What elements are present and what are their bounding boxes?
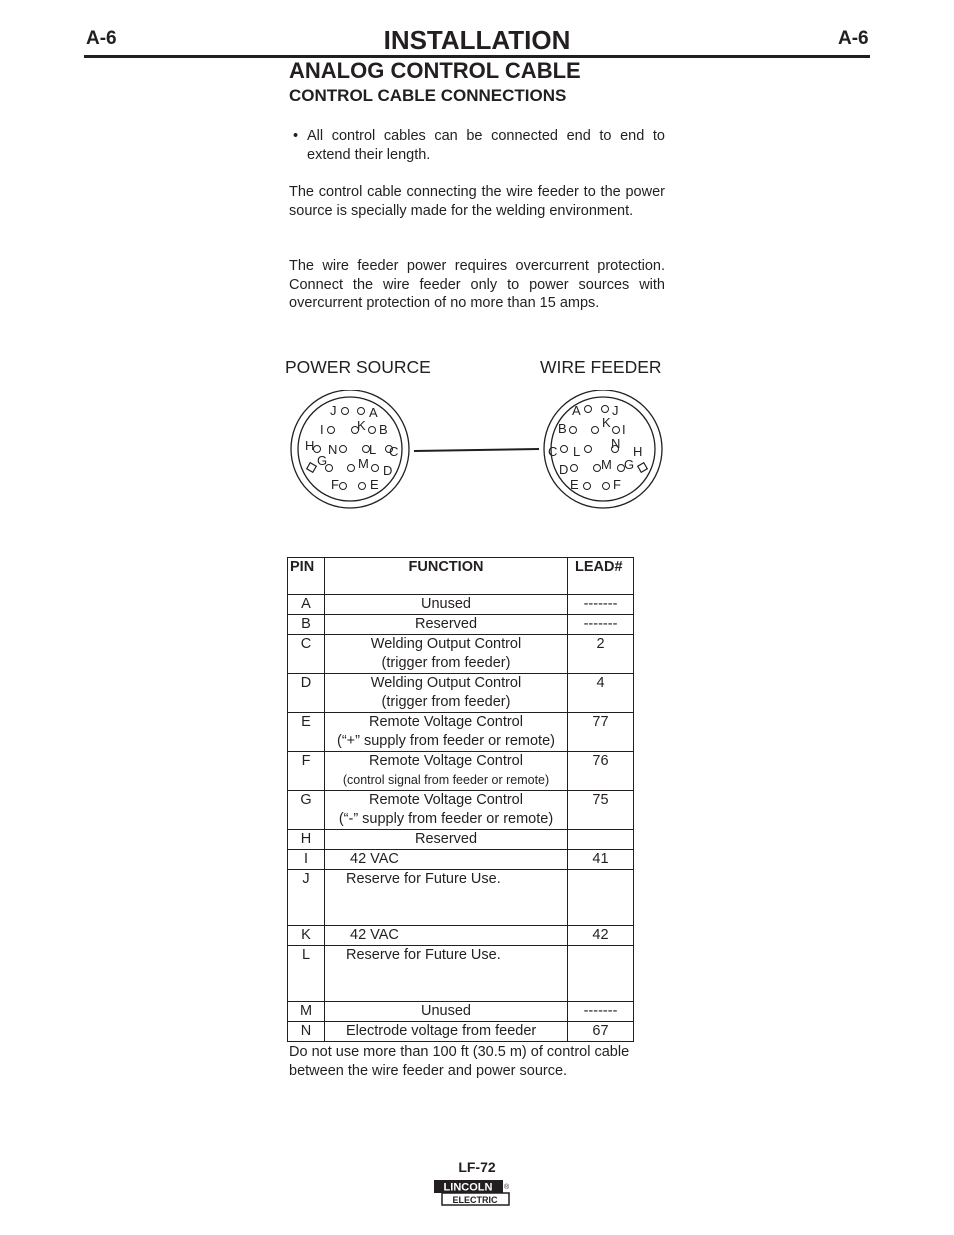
pin-cell: M [288,1002,325,1022]
pin-cell: F [288,752,325,791]
header-lead: LEAD# [568,558,634,595]
pin-cell: E [288,713,325,752]
pin-cell: C [288,635,325,674]
svg-text:I: I [320,422,324,437]
table-row [288,850,634,870]
function-line1: Welding Output Control [370,636,522,652]
svg-text:G: G [317,453,328,468]
lead-cell [568,870,634,926]
model-number: LF-72 [458,1159,496,1175]
pin-cell: D [288,674,325,713]
function-line2: (trigger from feeder) [381,655,511,671]
lead-cell: ------- [568,1002,634,1022]
function-line1: Remote Voltage Control [369,753,523,769]
pin-function-table [287,557,634,1042]
function-cell: Reserve for Future Use. [325,870,568,926]
lead-cell: 42 [568,926,634,946]
bullet-dot: • [293,128,299,144]
svg-text:F: F [331,477,339,492]
table-row [288,595,634,615]
function-cell [325,674,568,713]
table-row [288,791,634,830]
table-row [288,830,634,850]
table-row [288,926,634,946]
function-cell [325,752,568,791]
lead-cell: ------- [568,595,634,615]
table-row [288,1022,634,1042]
svg-text:J: J [330,403,337,418]
svg-text:B: B [379,422,388,437]
lead-cell: 77 [568,713,634,752]
function-line1: Welding Output Control [370,675,522,691]
svg-text:D: D [559,462,569,477]
lead-cell [568,830,634,850]
function-cell: 42 VAC [325,926,568,946]
function-cell [325,635,568,674]
paragraph-overcurrent: The wire feeder power requires overcurrent protection. Connect the wire feeder only to power sources with overcurrent protection of no more than 15 amps. [289,258,665,311]
svg-text:C: C [389,444,399,459]
svg-text:E: E [370,477,379,492]
lincoln-electric-logo [433,1179,511,1207]
function-cell: Reserve for Future Use. [325,946,568,1002]
wire-feeder-connector [544,390,662,508]
svg-text:L: L [369,442,377,457]
table-header-row [288,558,634,595]
section-title: ANALOG CONTROL CABLE [289,58,581,83]
svg-text:L: L [573,444,581,459]
lead-cell: ------- [568,615,634,635]
pin-cell: H [288,830,325,850]
function-cell: 42 VAC [325,850,568,870]
bullet-item [293,127,665,164]
table-row [288,946,634,1002]
lead-cell: 4 [568,674,634,713]
svg-text:E: E [570,477,579,492]
svg-text:J: J [612,403,619,418]
table-row [288,615,634,635]
function-line2: (trigger from feeder) [381,694,511,710]
svg-text:H: H [633,444,643,459]
function-cell: Electrode voltage from feeder [325,1022,568,1042]
function-line2: (“+” supply from feeder or remote) [337,733,555,749]
page-title: INSTALLATION [383,25,571,55]
header-function: FUNCTION [325,558,568,595]
wire-feeder-label: WIRE FEEDER [540,357,662,377]
power-source-label: POWER SOURCE [285,357,431,377]
pin-cell: B [288,615,325,635]
svg-text:A: A [572,403,581,418]
page-code-left: A-6 [86,28,117,49]
pin-cell: L [288,946,325,1002]
logo-registered-mark: ® [504,1184,510,1191]
svg-text:G: G [624,457,635,472]
svg-text:H: H [305,438,315,453]
svg-text:M: M [601,457,612,472]
function-cell: Unused [325,1002,568,1022]
lead-cell [568,946,634,1002]
subsection-title: CONTROL CABLE CONNECTIONS [289,86,567,105]
svg-text:N: N [611,436,621,451]
pin-cell: A [288,595,325,615]
lead-cell: 75 [568,791,634,830]
svg-text:K: K [357,418,366,433]
header-pin: PIN [288,558,325,595]
svg-text:C: C [548,444,558,459]
function-line2: (control signal from feeder or remote) [342,773,550,787]
svg-text:I: I [622,422,626,437]
function-line1: Remote Voltage Control [369,792,523,808]
function-line2: (“-” supply from feeder or remote) [338,811,554,827]
cable-connection-diagram [285,390,665,515]
logo-text-bottom: ELECTRIC [452,1195,498,1205]
control-cable-line [414,449,539,451]
svg-text:B: B [558,421,567,436]
lead-cell: 2 [568,635,634,674]
logo-text-top: LINCOLN [443,1181,493,1194]
function-cell: Reserved [325,830,568,850]
power-source-pins [305,403,398,492]
pin-cell: N [288,1022,325,1042]
svg-text:K: K [602,415,611,430]
table-row [288,674,634,713]
pin-cell: J [288,870,325,926]
lead-cell: 76 [568,752,634,791]
svg-text:D: D [383,463,393,478]
table-row [288,870,634,926]
pin-cell: K [288,926,325,946]
paragraph-cable-description: The control cable connecting the wire feeder to the power source is specially made for the welding environment. [289,184,665,219]
function-cell: Reserved [325,615,568,635]
lead-cell: 41 [568,850,634,870]
svg-text:A: A [369,405,378,420]
function-cell [325,791,568,830]
svg-text:N: N [328,442,338,457]
table-row [288,752,634,791]
bullet-text: All control cables can be connected end to end to extend their length. [307,128,665,163]
table-row [288,713,634,752]
lead-cell: 67 [568,1022,634,1042]
function-line1: Remote Voltage Control [369,714,523,730]
table-row [288,635,634,674]
page-code-right: A-6 [838,28,869,49]
function-cell: Unused [325,595,568,615]
cable-length-note: Do not use more than 100 ft (30.5 m) of control cable between the wire feeder and power source. [289,1044,630,1079]
function-cell [325,713,568,752]
svg-text:M: M [358,456,369,471]
pin-cell: I [288,850,325,870]
pin-cell: G [288,791,325,830]
svg-text:F: F [613,477,621,492]
table-row [288,1002,634,1022]
